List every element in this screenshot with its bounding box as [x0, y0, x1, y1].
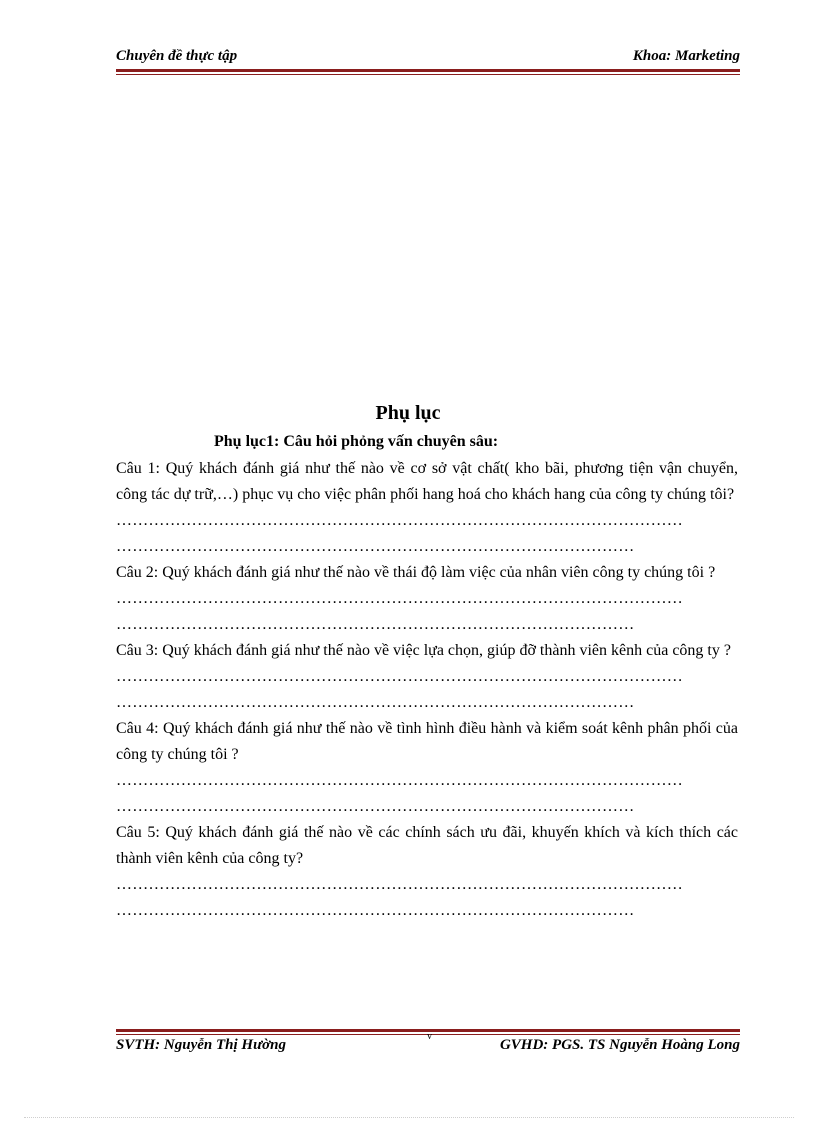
- page-title: Phụ lục: [375, 402, 441, 424]
- answer-line: ……………………………………………………………………………………………: [116, 590, 683, 607]
- header-faculty: Khoa: Marketing: [632, 48, 740, 64]
- question-block: [116, 456, 738, 560]
- footer-supervisor: GVHD: PGS. TS Nguyễn Hoàng Long: [499, 1037, 740, 1053]
- answer-line: ……………………………………………………………………………………: [116, 694, 635, 711]
- answer-line: ……………………………………………………………………………………………: [116, 668, 683, 685]
- answer-line: ……………………………………………………………………………………………: [116, 876, 683, 893]
- question-text: Câu 5: Quý khách đánh giá thế nào về các chính sách ưu đãi, khuyến khích và kích thích các thành viên kênh của công ty?: [116, 824, 738, 867]
- page-footer: [116, 1031, 740, 1059]
- footer-student: SVTH: Nguyễn Thị Hường: [116, 1037, 286, 1053]
- answer-line: ……………………………………………………………………………………: [116, 538, 635, 555]
- answer-line: ……………………………………………………………………………………: [116, 616, 635, 633]
- question-text: Câu 4: Quý khách đánh giá như thế nào về tình hình điều hành và kiểm soát kênh phân phối của công ty chúng tôi ?: [116, 720, 738, 763]
- answer-line: ……………………………………………………………………………………………: [116, 772, 683, 789]
- page-header: [116, 48, 740, 68]
- appendix-subtitle: Phụ lục1: Câu hỏi phỏng vấn chuyên sâu:: [214, 433, 499, 450]
- question-text: Câu 2: Quý khách đánh giá như thế nào về thái độ làm việc của nhân viên công ty chúng tôi ?: [116, 564, 716, 581]
- header-divider: [116, 69, 740, 75]
- answer-line: ……………………………………………………………………………………: [116, 902, 635, 919]
- answer-line: ……………………………………………………………………………………………: [116, 512, 683, 529]
- question-block: [116, 820, 738, 924]
- answer-line: ……………………………………………………………………………………: [116, 798, 635, 815]
- page-edge-line: [24, 1117, 794, 1118]
- questionnaire: [116, 456, 738, 924]
- page-number: v: [427, 1031, 432, 1042]
- header-course-title: Chuyên đề thực tập: [116, 48, 238, 64]
- question-block: [116, 638, 738, 716]
- question-block: [116, 716, 738, 820]
- question-block: [116, 560, 738, 638]
- question-text: Câu 3: Quý khách đánh giá như thế nào về việc lựa chọn, giúp đỡ thành viên kênh của công ty ?: [116, 642, 731, 659]
- question-text: Câu 1: Quý khách đánh giá như thế nào về cơ sở vật chất( kho bãi, phương tiện vận chuyển, công tác dự trữ,…) phục vụ cho việc phân phối hang hoá cho khách hang của công ty chúng tôi?: [116, 460, 738, 503]
